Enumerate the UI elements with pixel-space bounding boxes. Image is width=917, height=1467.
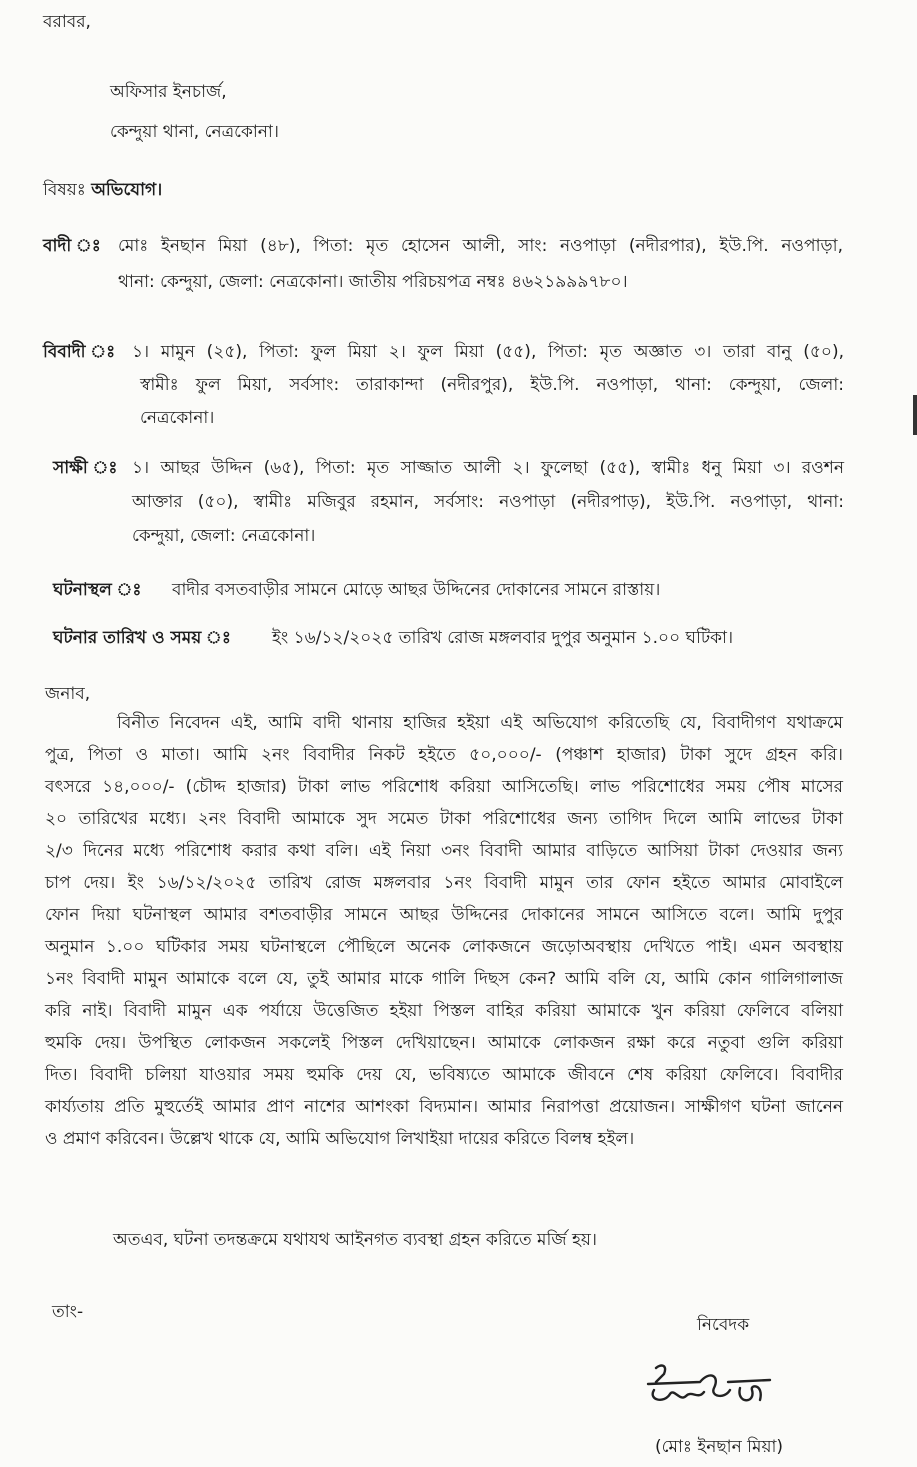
datetime-value: ইং ১৬/১২/২০২৫ তারিখ রোজ মঙ্গলবার দুপুর অনুমান ১.০০ ঘটিকা।	[272, 628, 734, 648]
body-line: করি নাই। বিবাদী মামুন এক পর্যায়ে উত্তেজিত হইয়া পিস্তল বাহির করিয়া আমাকে খুন করিয়া ফেলিবে বলিয়া	[45, 1001, 843, 1021]
body-line: ফোন দিয়া ঘটনাস্থল আমার বশতবাড়ীর সামনে আছর উদ্দিনের দোকানের সামনে আসিতে বলে। আমি দুপুর	[45, 905, 843, 925]
witnesses-label: সাক্ষী ঃ	[53, 458, 118, 478]
body-line: ২০ তারিখের মধ্যে। ২নং বিবাদী আমাকে সুদ সমেত টাকা পরিশোধের জন্য তাগিদ দিলে আমি লাভের টাকা	[45, 809, 843, 829]
signatory-label: নিবেদক	[697, 1315, 750, 1335]
signatory-name: (মোঃ ইনছান মিয়া)	[655, 1437, 784, 1457]
greeting: জনাব,	[45, 684, 91, 704]
complainant-line: মোঃ ইনছান মিয়া (৪৮), পিতা: মৃত হোসেন আলী, সাং: নওপাড়া (নদীরপার), ইউ.পি. নওপাড়া,	[118, 236, 843, 256]
date-label: তাং-	[52, 1302, 84, 1322]
body-line: হুমকি দেয়। উপস্থিত লোকজন সকলেই পিস্তল দেখিয়াছেন। আমাকে লোকজন রক্ষা করে নতুবা গুলি করিয়া	[45, 1033, 843, 1053]
witness-line: আক্তার (৫০), স্বামীঃ মজিবুর রহমান, সর্বসাং: নওপাড়া (নদীরপাড়), ইউ.পি. নওপাড়া, থানা:	[132, 492, 844, 512]
body-line: কার্য্যতায় প্রতি মুহুর্তেই আমার প্রাণ নাশের আশংকা বিদ্যমান। আমার নিরাপত্তা প্রয়োজন। সাক্ষীগণ ঘটনা জানেন	[45, 1097, 843, 1117]
place-label: ঘটনাস্থল ঃ	[53, 580, 142, 600]
body-line: বৎসরে ১৪,০০০/- (চৌদ্দ হাজার) টাকা লাভ পরিশোধ করিয়া আসিতেছি। লাভ পরিশোধের সময় পৌষ মাসের	[45, 777, 843, 797]
body-line: পুত্র, পিতা ও মাতা। আমি ২নং বিবাদীর নিকট হইতে ৫০,০০০/- (পঞ্চাশ হাজার) টাকা সুদে গ্রহন করি।	[45, 745, 843, 765]
body-line: ১নং বিবাদী মামুন আমাকে বলে যে, তুই আমার মাকে গালি দিছস কেন? আমি বলি যে, আমি কোন গালিগালাজ	[45, 969, 843, 989]
datetime-label: ঘটনার তারিখ ও সময় ঃ	[53, 628, 231, 648]
handwritten-signature	[640, 1360, 780, 1430]
body-line: বিনীত নিবেদন এই, আমি বাদী থানায় হাজির হইয়া এই অভিযোগ করিতেছি যে, বিবাদীগণ যথাক্রমে	[117, 713, 843, 733]
accused-line: ১। মামুন (২৫), পিতা: ফুল মিয়া ২। ফুল মিয়া (৫৫), পিতা: মৃত অজ্ঞাত ৩। তারা বানু (৫০),	[132, 342, 844, 362]
salutation: বরাবর,	[43, 12, 91, 32]
accused-line: নেত্রকোনা।	[140, 408, 215, 428]
witness-line: কেন্দুয়া, জেলা: নেত্রকোনা।	[132, 526, 316, 546]
accused-label: বিবাদী ঃ	[43, 342, 116, 362]
complainant-label: বাদী ঃ	[43, 236, 101, 256]
addressee-officer: অফিসার ইনচার্জ,	[110, 82, 227, 102]
complainant-line: থানা: কেন্দুয়া, জেলা: নেত্রকোনা। জাতীয় পরিচয়পত্র নম্বঃ ৪৬২১৯৯৯৭৮০।	[118, 272, 628, 292]
body-line: ২/৩ দিনের মধ্যে পরিশোধ করার কথা বলি। এই নিয়া ৩নং বিবাদী আমার বাড়িতে আসিয়া টাকা দেওয়ার জন্য	[45, 841, 843, 861]
body-line: ও প্রমাণ করিবেন। উল্লেখ থাকে যে, আমি অভিযোগ লিখাইয়া দায়ের করিতে বিলম্ব হইল।	[45, 1129, 635, 1149]
body-line: অনুমান ১.০০ ঘটিকার সময় ঘটনাস্থলে পৌছিলে অনেক লোকজনে জড়োঅবস্থায় দেখিতে পাই। এমন অবস্থায়	[45, 937, 843, 957]
subject-label: বিষয়ঃ	[43, 180, 86, 200]
subject-line	[43, 182, 162, 199]
scan-edge-mark	[913, 395, 917, 435]
place-value: বাদীর বসতবাড়ীর সামনে মোড়ে আছর উদ্দিনের দোকানের সামনে রাস্তায়।	[172, 580, 661, 600]
subject-value: অভিযোগ।	[91, 180, 163, 200]
accused-line: স্বামীঃ ফুল মিয়া, সর্বসাং: তারাকান্দা (নদীরপুর), ইউ.পি. নওপাড়া, থানা: কেন্দুয়া, জেলা:	[140, 375, 844, 395]
closing-request: অতএব, ঘটনা তদন্তক্রমে যথাযথ আইনগত ব্যবস্থা গ্রহন করিতে মর্জি হয়।	[113, 1230, 597, 1250]
addressee-station: কেন্দুয়া থানা, নেত্রকোনা।	[110, 122, 279, 142]
witness-line: ১। আছর উদ্দিন (৬৫), পিতা: মৃত সাজ্জাত আলী ২। ফুলেছা (৫৫), স্বামীঃ ধনু মিয়া ৩। রওশন	[132, 458, 844, 478]
body-line: চাপ দেয়। ইং ১৬/১২/২০২৫ তারিখ রোজ মঙ্গলবার ১নং বিবাদী মামুন তার ফোন হইতে আমার মোবাইলে	[45, 873, 843, 893]
body-line: দিত। বিবাদী চলিয়া যাওয়ার সময় হুমকি দেয় যে, ভবিষ্যতে আমাকে জীবনে শেষ করিয়া ফেলিবে। বিবাদীর	[45, 1065, 843, 1085]
